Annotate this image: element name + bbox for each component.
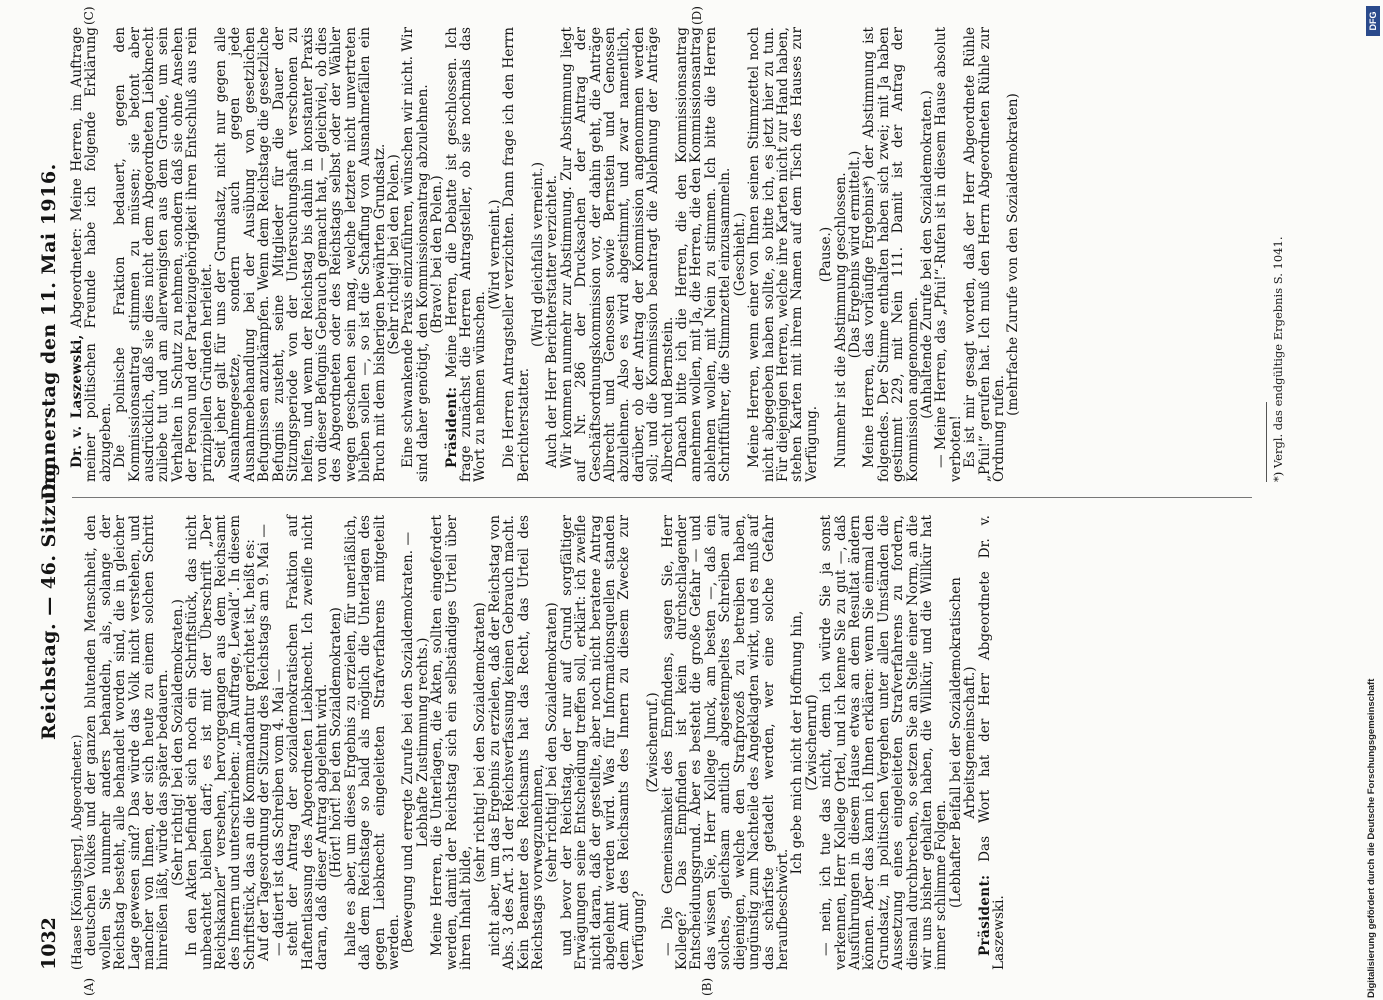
paragraph <box>805 515 819 970</box>
paragraph-text: Meine Herren, die Debatte ist geschlossen. Ich frage zunächst die Herren Antragsteller, ob sie nochmals das Wort zu nehmen wünschen. <box>443 27 489 482</box>
paragraph <box>819 27 833 482</box>
paragraph-text: Die Herren Antragsteller verzichten. Dann frage ich den Herrn Berichterstatter. <box>501 27 532 482</box>
speaker-name: Präsident: <box>976 874 993 956</box>
dfg-logo-text: DFG <box>1368 11 1378 31</box>
paragraph <box>560 515 646 970</box>
paragraph-text: (Bravo! bei den Polen.) <box>429 175 446 334</box>
left-column <box>70 515 1006 970</box>
paragraph-text: Es ist mir gesagt worden, daß der Herr Abgeordnete Rühle „Pfui!“ gerufen hat. Ich muß den Herrn Abgeordneten Rühle zur Ordnung rufen. <box>962 27 1007 482</box>
paragraph-text: (Lebhafter Beifall bei der Sozialdemokratischen Arbeitsgemeinschaft.) <box>947 577 979 908</box>
right-column <box>70 27 1021 482</box>
column-rule <box>72 497 1252 498</box>
footnote: *) Vergl. das endgültige Ergebnis S. 1041. <box>1271 236 1285 482</box>
paragraph <box>344 515 402 970</box>
paragraph-text: Nunmehr ist die Abstimmung geschlossen. <box>832 172 849 468</box>
paragraph-text: deutschen Volkes und der ganzen blutenden Menschheit, den wollen Sie nunmehr anders behandeln, als, solange der Reichstag besteht, alle behandelt worden sind, die in gleicher Lage gewesen sind? Das würde das Volk nicht verstehen, und mancher von Ihnen, der sich heute zu einem solchen Schritt hinreißen läßt, würde das später bedauern. <box>83 515 172 970</box>
paragraph <box>445 27 488 482</box>
paragraph-text: (Bewegung und erregte Zurufe bei den Sozialdemokraten. — Lebhafte Zustimmung rechts.) <box>400 531 431 954</box>
paragraph-text: (Wird verneint.) <box>486 199 503 310</box>
paragraph-text: Seit jeher galt für uns der Grundsatz, nicht nur gegen alle Ausnahmegesetze, sondern auch gegen jede Ausnahmebehandlung bei der Ausübung von gesetzlichen Befugnissen anzukämpfen. Wenn dem Reichstage die gesetzliche Befugnis zusteht, seine Mitglieder für die Dauer der Sitzungsperiode von der Untersuchungshaft verschonen zu helfen, und wenn der Reichstag bis dahin in konstanter Praxis von dieser Befugnis Gebrauch gemacht hat, — gleichviel, ob dies des Abgeordneten oder des Reichstags selbst oder der Wähler wegen geschehen sein mag, welche letztere nicht unvertreten bleiben sollen —, so ist die Schaffung von Ausnahmefällen ein Bruch mit dem bisherigen bewährten Grundsatz. <box>213 27 388 482</box>
speaker-name: Präsident: <box>443 386 460 468</box>
paragraph <box>531 27 545 482</box>
paragraph-text: (Sehr richtig! bei den Sozialdemokraten.) <box>169 599 186 886</box>
margin-mark-a: (A) <box>82 977 96 996</box>
paragraph-text: (Anhaltende Zurufe bei den Sozialdemokraten.) <box>918 90 935 419</box>
paragraph-text: (Das Ergebnis wird ermittelt.) <box>846 150 863 359</box>
speaker-name: Dr. v. Laszewski, <box>69 334 85 468</box>
paragraph-text: Meine Herren, wenn einer von Ihnen seinen Stimmzettel noch nicht abgegeben haben sollte, so bitte ich, es jetzt hier zu tun. Für diejenigen Herren, welche ihre Karten nicht zur Hand haben, stehen Karten mit ihrem Namen auf dem Tisch des Hauses zur Verfügung. <box>746 27 820 482</box>
paragraph <box>920 27 934 482</box>
paragraph <box>329 515 343 970</box>
paragraph <box>747 27 819 482</box>
paragraph <box>214 27 387 482</box>
paragraph-text: (Zwischenruf.) <box>645 692 662 793</box>
paragraph-text: Das Wort hat der Herr Abgeordnete Dr. v. Laszewski. <box>976 515 1007 970</box>
paragraph <box>171 515 185 970</box>
paragraph <box>934 27 963 482</box>
paragraph <box>430 515 473 970</box>
paragraph <box>963 27 1006 482</box>
side-credit-text: Digitalisierung gefördert durch die Deutsche Forschungsgemeinschaft <box>1366 678 1377 998</box>
paragraph <box>675 27 733 482</box>
paragraph-text: Auch der Herr Berichterstatter verzichtet. <box>544 174 561 468</box>
paragraph-text: — nein, ich tue das nicht, denn ich würde Sie ja sonst verkennen, Herr Kollege Ortel, und ich kenne Sie zu gut —, daß Ausführungen in diesem Hause etwas an dem Resultat ändern können. Aber das kann ich Ihnen erklären: wenn Sie einmal den Grundsatz, in politischen Vergehen unter allen Umständen die Aussetzung eines eingeleiteten Strafverfahrens zu fordern, diesmal durchbrechen, so setzen Sie an Stelle einer Norm, an die wir uns bisher gehalten haben, die Willkür, und die Willkür hat immer schlimme Folgen. <box>818 515 950 970</box>
paragraph <box>848 27 862 482</box>
footnote-rule <box>1266 402 1267 482</box>
paragraph <box>387 27 401 482</box>
paragraph-text: Danach bitte ich die Herren, die den Kommissionsantrag annehmen wollen, mit Ja, die Herren, die den Kommissionsantrag ablehnen wollen, mit Nein zu stimmen. Ich bitte die Herren Schriftführer, die Stimmzettel einzusammeln. <box>674 27 734 482</box>
paragraph-text: (Wird gleichfalls verneint.) <box>530 161 546 348</box>
paragraph-text: halte es aber, um dieses Ergebnis zu erzielen, für unerläßlich, daß dem Reichstage so bald als möglich die Unterlagen des gegen Liebknecht eingeleiteten Strafverfahrens mitgeteilt werden. <box>342 515 402 970</box>
paragraph-text: — datiert ist das Schreiben vom 4. Mai — <box>270 668 287 956</box>
paragraph <box>949 515 978 970</box>
paragraph-text: Wir kommen nunmehr zur Abstimmung. Zur Abstimmung liegt auf Nr. 286 der Drucksachen der Antrag der Geschäftsordnungskommission vor, der dahin geht, die Anträge Albrecht und Genossen sowie Bernstein und Genossen abzulehnen. Also es wird abgestimmt, und zwar namentlich, darüber, ob der Antrag der Kommission angenommen werden soll; und die Kommission beantragt die Ablehnung der Anträge Albrecht und Bernstein. <box>558 27 676 482</box>
paragraph-text: nicht aber, um das Ergebnis zu erzielen, daß der Reichstag von Abs. 3 des Art. 31 der Reichsverfassung keinen Gebrauch macht. Kein Beamter des Reichsamts hat das Recht, das Urteil des Reichstags vorwegzunehmen, <box>486 515 546 970</box>
paragraph <box>862 27 920 482</box>
paragraph-text: — Die Gemeinsamkeit des Empfindens, sagen Sie, Herr Kollege? Das Empfinden ist kein durchschlagender Entscheidungsgrund. Aber es besteht die große Gefahr — und das wissen Sie, Herr Kollege Junck, am besten —, daß ein solches, gleichsam amtlich abgestempeltes Schreiben auf diejenigen, welche den Strafprozeß zu betreiben haben, ungünstig zum Nachteile des Angeklagten wirkt, und es muß auf das schärfste getadelt werden, wer eine solche Gefahr heraufbeschwört. <box>659 515 791 970</box>
paragraph-text: Eine schwankende Praxis einzuführen, wünschen wir nicht. Wir sind daher genötigt, den Kommissionsantrag abzulehnen. <box>400 27 431 482</box>
paragraph <box>502 27 531 482</box>
paragraph <box>84 515 170 970</box>
paragraph <box>401 515 430 970</box>
paragraph-text: Meine Herren, das vorläufige Ergebnis*) der Abstimmung ist folgendes. Der Stimme enthalten haben sich zwei; mit Ja haben gestimmt 229, mit Nein 111. Damit ist der Antrag der Kommission angenommen. <box>861 27 921 482</box>
page-header <box>36 20 66 970</box>
margin-mark-b: (B) <box>700 977 714 996</box>
paragraph-text: In den Akten befindet sich noch ein Schriftstück, das nicht unbeachtet bleiben darf; es ist mit der Überschrift „Der Reichskanzler“ versehen, hervorgegangen aus dem Reichsamt des Innern und unterschrieben: „Im Auftrage, Lewald“. In diesem Schriftstück, das an die Kommandantur gerichtet ist, heißt es: <box>184 515 258 970</box>
paragraph <box>185 515 257 970</box>
paragraph-text: Meine Herren, die Unterlagen, die Akten, sollten eingefordert werden, damit der Reichstag sich ein selbständiges Urteil über ihren Inhalt bilde, <box>429 515 474 970</box>
page-number: 1032 <box>38 917 60 970</box>
margin-mark-c: (C) <box>82 6 96 25</box>
paragraph-text: (Pause.) <box>818 226 835 283</box>
paragraph <box>272 515 286 970</box>
paragraph <box>834 27 848 482</box>
paragraph-text: und bevor der Reichstag, der nur auf Grund sorgfältiger Erwägungen seine Entscheidung treffen soll, erklärt: ich zweifle nicht daran, daß der gestellte, aber noch nicht beratene Antrag abgelehnt werden wird. Was für Informationsquellen standen dem Amt des Reichsamts des Innern zu diesem Zwecke zur Verfügung? <box>558 515 647 970</box>
paragraph <box>401 27 430 482</box>
session-date: Donnerstag den 11. Mai 1916. <box>38 163 60 500</box>
paragraph <box>646 515 660 970</box>
paragraph <box>790 515 804 970</box>
paragraph-text: (Zwischenruf) <box>803 694 820 791</box>
paragraph-text: (Geschieht.) <box>731 212 748 297</box>
paragraph <box>560 27 675 482</box>
paragraph-text: — Meine Herren, das „Pfui!“-Rufen ist in diesem Hause absolut verboten! <box>933 27 964 482</box>
paragraph-text: Die polnische Fraktion bedauert, gegen den Kommissionsantrag stimmen zu müssen; sie betont aber ausdrücklich, daß sie dies nicht dem Abgeordneten Liebknecht zuliebe tut und am allerwenigsten aus dem Grunde, um sein Verhalten in Schutz zu nehmen, sondern daß sie ohne Ansehen der Person und der Parteizugehörigkeit ihren Entschluß aus rein prinzipiellen Gründen herleitet. <box>112 27 215 482</box>
paragraph <box>733 27 747 482</box>
paragraph <box>473 515 487 970</box>
paragraph-text: steht der Antrag der sozialdemokratischen Fraktion auf Haftentlassung des Abgeordneten Liebknecht. Ich zweifle nicht daran, daß dieser Antrag abgelehnt wird. <box>285 515 330 970</box>
paragraph <box>545 515 559 970</box>
paragraph-text: (mehrfache Zurufe von den Sozialdemokraten) <box>1005 93 1022 416</box>
paragraph <box>70 27 113 482</box>
paragraph <box>1006 27 1020 482</box>
paragraph <box>113 27 214 482</box>
margin-mark-d: (D) <box>690 6 704 25</box>
side-credit <box>1366 2 1380 998</box>
paragraph-text: (Sehr richtig! bei den Polen.) <box>385 154 402 355</box>
paragraph-text: (sehr richtig! bei den Sozialdemokraten) <box>472 602 489 883</box>
paragraph <box>661 515 791 970</box>
paragraph <box>70 515 84 970</box>
paragraph-text: Abgeordneter: Meine Herren, im Auftrage meiner politischen Freunde habe ich folgende Erklärung abzugeben. <box>69 27 114 482</box>
paragraph-text: (Haase [Königsberg], Abgeordneter.) <box>69 734 84 970</box>
paragraph-text: (sehr richtig! bei den Sozialdemokraten) <box>544 602 561 883</box>
paragraph <box>430 27 444 482</box>
paragraph <box>819 515 949 970</box>
paragraph <box>257 515 271 970</box>
paragraph <box>286 515 329 970</box>
paragraph <box>545 27 559 482</box>
paragraph <box>488 515 546 970</box>
paragraph-text: Auf der Tagesordnung der Sitzung des Reichstags am 9. Mai — <box>256 524 273 961</box>
paragraph-text: Ich gebe mich nicht der Hoffnung hin, <box>789 610 806 875</box>
paragraph-text: (Hört! hört! bei den Sozialdemokraten) <box>328 607 345 878</box>
paragraph <box>978 515 1007 970</box>
session-title: Reichstag. — 46. Sitzung. <box>38 455 60 740</box>
paragraph <box>488 27 502 482</box>
